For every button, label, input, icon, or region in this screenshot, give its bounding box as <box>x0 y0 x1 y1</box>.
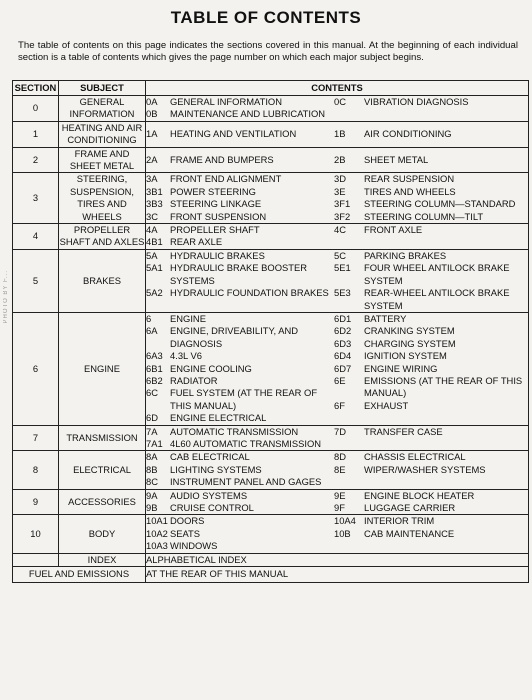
entry-title: CAB MAINTENANCE <box>364 527 455 539</box>
contents-entry <box>146 186 334 198</box>
entry-title: HYDRAULIC FOUNDATION BRAKES <box>170 287 329 299</box>
entry-code: 6D1 <box>334 312 352 324</box>
entry-title: FOUR WHEEL ANTILOCK BRAKE SYSTEM <box>364 262 510 286</box>
contents-column-right <box>334 128 528 140</box>
contents-entry <box>146 287 334 299</box>
fuel-emissions-label: FUEL AND EMISSIONS <box>13 567 146 583</box>
entry-title: FUEL SYSTEM (AT THE REAR OF THIS MANUAL) <box>170 387 318 411</box>
contents-column-left <box>146 128 334 140</box>
contents-entry <box>334 250 528 262</box>
entry-title: WIPER/WASHER SYSTEMS <box>364 463 486 475</box>
entry-code: 8A <box>146 451 158 463</box>
contents-entry <box>146 96 334 108</box>
entry-code: 10A1 <box>146 515 168 527</box>
contents-entry <box>334 363 528 375</box>
section-row <box>13 515 529 553</box>
entry-code: 3A <box>146 173 158 185</box>
entry-title: HEATING AND VENTILATION <box>170 128 297 140</box>
section-subject: BRAKES <box>59 249 146 312</box>
entry-code: 0C <box>334 96 346 107</box>
section-row <box>13 312 529 425</box>
section-number: 7 <box>13 425 59 451</box>
table-body <box>13 96 529 583</box>
entry-title: 4.3L V6 <box>170 350 202 362</box>
contents-entry <box>146 108 334 120</box>
index-contents: ALPHABETICAL INDEX <box>146 553 529 566</box>
entry-code: 0B <box>146 108 158 120</box>
contents-entry <box>146 313 334 325</box>
entry-title: LIGHTING SYSTEMS <box>170 463 262 475</box>
entry-code: 8D <box>334 451 346 463</box>
section-contents <box>146 425 529 451</box>
entry-title: EMISSIONS (AT THE REAR OF THIS MANUAL) <box>364 374 523 399</box>
entry-title: ENGINE COOLING <box>170 362 252 374</box>
entry-title: HYDRAULIC BRAKES <box>170 249 265 261</box>
section-subject: PROPELLER SHAFT AND AXLES <box>59 224 145 248</box>
entry-title: BATTERY <box>364 312 407 324</box>
section-number: 6 <box>13 312 59 425</box>
entry-title: LUGGAGE CARRIER <box>364 502 456 513</box>
contents-entry <box>334 186 528 198</box>
section-row <box>13 147 529 173</box>
entry-code: 8B <box>146 463 158 475</box>
entry-code: 3B1 <box>146 185 163 197</box>
contents-entry <box>146 198 334 210</box>
entry-title: AUDIO SYSTEMS <box>170 489 248 501</box>
entry-code: 5E3 <box>334 287 351 299</box>
contents-entry <box>146 250 334 262</box>
contents-entry <box>146 262 334 287</box>
contents-column-left <box>146 96 334 121</box>
contents-table <box>12 80 529 583</box>
section-subject: ENGINE <box>59 312 146 425</box>
contents-entry <box>334 375 528 400</box>
entry-title: CRANKING SYSTEM <box>364 325 455 337</box>
contents-entry <box>146 173 334 185</box>
entry-title: MAINTENANCE AND LUBRICATION <box>170 108 326 120</box>
entry-title: GENERAL INFORMATION <box>170 96 282 107</box>
section-contents <box>146 121 529 147</box>
entry-code: 6D <box>146 412 158 424</box>
contents-entry <box>146 363 334 375</box>
entry-code: 7A1 <box>146 437 163 449</box>
entry-code: 7D <box>334 425 346 437</box>
section-number: 4 <box>13 224 59 250</box>
section-contents <box>146 147 529 173</box>
entry-title: PARKING BRAKES <box>364 249 447 261</box>
entry-title: SHEET METAL <box>364 153 429 165</box>
entry-code: 3F2 <box>334 210 351 222</box>
header-subject: SUBJECT <box>59 81 146 96</box>
contents-entry <box>146 476 334 488</box>
entry-code: 3D <box>334 173 346 185</box>
contents-entry <box>334 338 528 350</box>
entry-title: AIR CONDITIONING <box>364 128 452 140</box>
entry-title: EXHAUST <box>364 399 409 411</box>
entry-title: INSTRUMENT PANEL AND GAGES <box>170 476 322 488</box>
entry-title: TIRES AND WHEELS <box>364 185 456 197</box>
contents-column-left <box>146 154 334 166</box>
section-row <box>13 96 529 122</box>
section-row <box>13 489 529 515</box>
entry-code: 6E <box>334 374 346 386</box>
section-subject: ACCESSORIES <box>59 489 146 515</box>
entry-title: RADIATOR <box>170 374 218 386</box>
entry-title: FRONT AXLE <box>364 224 423 236</box>
header-contents: CONTENTS <box>146 81 529 96</box>
contents-column-right <box>334 96 528 121</box>
section-contents <box>146 489 529 515</box>
contents-entry <box>334 515 528 527</box>
index-section-cell <box>13 553 59 566</box>
entry-code: 6D7 <box>334 362 352 374</box>
section-contents <box>146 312 529 425</box>
entry-title: POWER STEERING <box>170 185 256 197</box>
fuel-emissions-contents: AT THE REAR OF THIS MANUAL <box>146 567 529 583</box>
section-contents <box>146 515 529 553</box>
entry-code: 8E <box>334 463 346 475</box>
contents-entry <box>146 211 334 223</box>
entry-title: VIBRATION DIAGNOSIS <box>364 96 469 107</box>
entry-code: 3E <box>334 185 346 197</box>
index-subject: INDEX <box>59 553 146 566</box>
contents-entry <box>146 236 334 248</box>
entry-code: 9E <box>334 489 346 501</box>
entry-code: 9A <box>146 489 158 501</box>
contents-column-right <box>334 173 528 223</box>
entry-code: 5A <box>146 249 158 261</box>
contents-column-right <box>334 313 528 425</box>
entry-code: 9B <box>146 502 158 513</box>
section-row <box>13 425 529 451</box>
contents-entry <box>146 438 334 450</box>
section-subject: BODY <box>59 515 146 553</box>
contents-column-right <box>334 426 528 451</box>
entry-title: REAR AXLE <box>170 236 223 248</box>
contents-entry <box>146 375 334 387</box>
contents-entry <box>334 451 528 463</box>
watermark-text: PHOTO BY F... <box>3 270 9 324</box>
entry-code: 10A3 <box>146 540 168 552</box>
entry-code: 6A <box>146 325 158 337</box>
contents-entry <box>334 96 528 108</box>
section-number: 10 <box>13 515 59 553</box>
entry-title: REAR-WHEEL ANTILOCK BRAKE SYSTEM <box>364 287 510 311</box>
entry-code: 6C <box>146 387 158 399</box>
entry-code: 6A3 <box>146 350 163 362</box>
entry-title: STEERING COLUMN—STANDARD <box>364 198 516 210</box>
section-row <box>13 249 529 312</box>
section-row <box>13 451 529 489</box>
entry-title: HYDRAULIC BRAKE BOOSTER SYSTEMS <box>170 262 308 286</box>
contents-entry <box>146 412 334 424</box>
contents-entry <box>334 400 528 412</box>
header-section: SECTION <box>13 81 59 96</box>
contents-column-left <box>146 515 334 552</box>
entry-code: 4B1 <box>146 236 163 248</box>
entry-title: ENGINE BLOCK HEATER <box>364 489 475 501</box>
entry-title: ENGINE <box>170 312 206 324</box>
entry-title: FRAME AND BUMPERS <box>170 153 274 165</box>
section-contents <box>146 249 529 312</box>
entry-title: REAR SUSPENSION <box>364 173 455 185</box>
contents-entry <box>334 287 528 312</box>
entry-code: 3B3 <box>146 198 163 210</box>
entry-title: FRONT END ALIGNMENT <box>170 173 282 185</box>
section-contents <box>146 451 529 489</box>
entry-code: 5A1 <box>146 262 163 274</box>
entry-code: 3C <box>146 210 158 222</box>
entry-code: 1B <box>334 128 346 140</box>
entry-title: WINDOWS <box>170 540 218 552</box>
section-number: 5 <box>13 249 59 312</box>
contents-column-right <box>334 490 528 515</box>
contents-entry <box>334 154 528 166</box>
contents-entry <box>146 490 334 502</box>
contents-entry <box>146 426 334 438</box>
section-contents <box>146 224 529 250</box>
contents-entry <box>146 325 334 350</box>
section-subject: STEERING, SUSPENSION, TIRES AND WHEELS <box>59 173 146 224</box>
section-subject: FRAME AND SHEET METAL <box>59 147 146 173</box>
contents-entry <box>334 313 528 325</box>
entry-code: 6 <box>146 312 152 324</box>
entry-code: 5C <box>334 249 346 261</box>
contents-entry <box>334 128 528 140</box>
section-number: 8 <box>13 451 59 489</box>
entry-code: 10A2 <box>146 527 168 539</box>
entry-title: AUTOMATIC TRANSMISSION <box>170 425 299 437</box>
section-row <box>13 224 529 250</box>
entry-code: 10B <box>334 527 351 539</box>
contents-entry <box>146 350 334 362</box>
entry-code: 6D4 <box>334 350 352 362</box>
contents-entry <box>334 426 528 438</box>
section-contents <box>146 173 529 224</box>
entry-code: 9F <box>334 502 345 513</box>
contents-entry <box>146 451 334 463</box>
entry-title: 4L60 AUTOMATIC TRANSMISSION <box>170 437 322 449</box>
contents-entry <box>146 515 334 527</box>
entry-code: 10A4 <box>334 515 356 527</box>
entry-title: FRONT SUSPENSION <box>170 210 267 222</box>
contents-entry <box>334 262 528 287</box>
section-contents <box>146 96 529 122</box>
contents-entry <box>334 198 528 210</box>
entry-code: 7A <box>146 425 158 437</box>
section-number: 9 <box>13 489 59 515</box>
page-title: TABLE OF CONTENTS <box>170 8 362 27</box>
contents-entry <box>334 528 528 540</box>
contents-column-right <box>334 451 528 488</box>
entry-code: 1A <box>146 128 158 140</box>
contents-column-left <box>146 426 334 451</box>
section-subject: GENERAL INFORMATION <box>59 96 146 122</box>
entry-code: 5E1 <box>334 262 351 274</box>
entry-title: STEERING LINKAGE <box>170 198 262 210</box>
entry-code: 2B <box>334 153 346 165</box>
entry-title: CHARGING SYSTEM <box>364 337 456 349</box>
section-subject: ELECTRICAL <box>59 451 146 489</box>
index-row <box>13 553 529 566</box>
entry-title: CRUISE CONTROL <box>170 502 254 513</box>
contents-column-left <box>146 313 334 425</box>
contents-entry <box>334 490 528 502</box>
contents-entry <box>146 387 334 412</box>
entry-code: 6B1 <box>146 362 163 374</box>
intro-paragraph: The table of contents on this page indicates the sections covered in this manual. At the beginning of each individual section is a table of contents which gives the page number on which each major subject begins. <box>18 40 518 63</box>
section-subject: TRANSMISSION <box>59 425 146 451</box>
section-number: 2 <box>13 147 59 173</box>
contents-entry <box>146 528 334 540</box>
entry-title: ENGINE, DRIVEABILITY, AND DIAGNOSIS <box>170 325 298 349</box>
contents-column-left <box>146 224 334 249</box>
section-row <box>13 173 529 224</box>
table-header-row <box>13 81 529 96</box>
contents-column-left <box>146 490 334 515</box>
contents-entry <box>146 464 334 476</box>
entry-code: 2A <box>146 153 158 165</box>
section-number: 1 <box>13 121 59 147</box>
contents-entry <box>334 502 528 514</box>
contents-entry <box>334 211 528 223</box>
entry-title: CAB ELECTRICAL <box>170 451 250 463</box>
contents-entry <box>334 464 528 476</box>
entry-code: 6D3 <box>334 337 352 349</box>
contents-column-left <box>146 173 334 223</box>
entry-title: IGNITION SYSTEM <box>364 350 447 362</box>
section-number: 0 <box>13 96 59 122</box>
entry-code: 6B2 <box>146 374 163 386</box>
entry-title: ENGINE ELECTRICAL <box>170 412 267 424</box>
entry-title: SEATS <box>170 527 201 539</box>
contents-column-right <box>334 224 528 249</box>
entry-code: 4A <box>146 224 158 236</box>
entry-title: CHASSIS ELECTRICAL <box>364 451 466 463</box>
entry-code: 4C <box>334 224 346 236</box>
contents-column-left <box>146 250 334 312</box>
contents-entry <box>334 350 528 362</box>
entry-title: DOORS <box>170 515 205 527</box>
entry-title: INTERIOR TRIM <box>364 515 435 527</box>
contents-entry <box>334 173 528 185</box>
entry-title: ENGINE WIRING <box>364 362 438 374</box>
section-row <box>13 121 529 147</box>
contents-entry <box>146 224 334 236</box>
entry-code: 6D2 <box>334 325 352 337</box>
entry-code: 3F1 <box>334 198 351 210</box>
contents-entry <box>146 540 334 552</box>
fuel-emissions-row <box>13 567 529 583</box>
entry-title: TRANSFER CASE <box>364 425 443 437</box>
entry-code: 8C <box>146 476 158 488</box>
contents-column-right <box>334 250 528 312</box>
section-subject: HEATING AND AIR CONDITIONING <box>59 121 146 147</box>
contents-entry <box>146 502 334 514</box>
contents-column-right <box>334 154 528 166</box>
entry-code: 0A <box>146 96 158 107</box>
entry-title: STEERING COLUMN—TILT <box>364 210 484 222</box>
contents-entry <box>146 128 334 140</box>
entry-code: 5A2 <box>146 287 163 299</box>
entry-title: PROPELLER SHAFT <box>170 224 260 236</box>
contents-entry <box>146 154 334 166</box>
contents-entry <box>334 325 528 337</box>
section-number: 3 <box>13 173 59 224</box>
contents-column-left <box>146 451 334 488</box>
contents-column-right <box>334 515 528 552</box>
contents-entry <box>334 224 528 236</box>
entry-code: 6F <box>334 399 345 411</box>
